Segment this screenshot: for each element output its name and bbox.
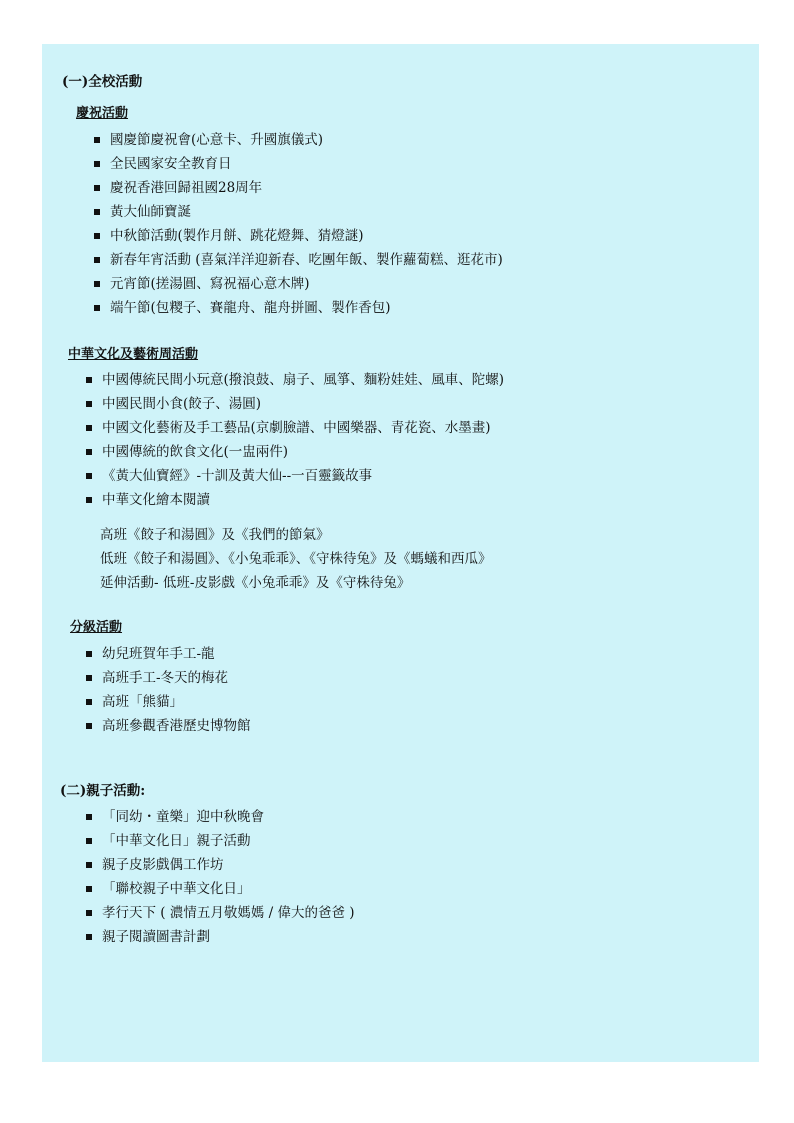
square-bullet-icon [86, 862, 92, 868]
section1-heading: (一)全校活動 [62, 74, 143, 90]
reading-line-1: 高班《餃子和湯圓》及《我們的節氣》 [100, 527, 330, 543]
grade-item [0, 694, 794, 710]
square-bullet-icon [94, 233, 100, 239]
square-bullet-icon [94, 209, 100, 215]
culture-item-text: 中華文化繪本閱讀 [102, 492, 210, 508]
grade-item [0, 646, 794, 662]
culture-item [0, 372, 794, 388]
square-bullet-icon [86, 910, 92, 916]
reading-line-2: 低班《餃子和湯圓》、《小兔乖乖》、《守株待兔》及《螞蟻和西瓜》 [100, 551, 492, 567]
grade-title: 分級活動 [70, 620, 123, 635]
square-bullet-icon [94, 257, 100, 263]
square-bullet-icon [86, 934, 92, 940]
celebration-item-text: 中秋節活動(製作月餅、跳花燈舞、猜燈謎) [110, 228, 364, 244]
parent-activity-item-text: 親子閱讀圖書計劃 [102, 929, 210, 945]
square-bullet-icon [86, 699, 92, 705]
culture-item [0, 492, 794, 508]
square-bullet-icon [94, 305, 100, 311]
grade-item [0, 718, 794, 734]
celebration-item [0, 156, 794, 172]
culture-title: 中華文化及藝術周活動 [68, 347, 199, 362]
parent-activity-item-text: 「中華文化日」親子活動 [102, 833, 251, 849]
celebration-item-text: 全民國家安全教育日 [110, 156, 232, 172]
square-bullet-icon [86, 675, 92, 681]
square-bullet-icon [94, 137, 100, 143]
culture-item-text: 中國文化藝術及手工藝品(京劇臉譜、中國樂器、青花瓷、水墨畫) [102, 420, 491, 436]
parent-activity-item-text: 孝行天下 ( 濃情五月敬媽媽 / 偉大的爸爸 ) [102, 905, 355, 921]
parent-activity-item [0, 809, 794, 825]
celebration-item-text: 新春年宵活動 (喜氣洋洋迎新春、吃團年飯、製作蘿蔔糕、逛花市) [110, 252, 503, 268]
parent-activity-item-text: 親子皮影戲偶工作坊 [102, 857, 224, 873]
culture-item-text: 中國傳統民間小玩意(撥浪鼓、扇子、風箏、麵粉娃娃、風車、陀螺) [102, 372, 505, 388]
celebration-item [0, 252, 794, 268]
reading-line-3: 延伸活動- 低班-皮影戲《小兔乖乖》及《守株待兔》 [100, 575, 411, 591]
square-bullet-icon [86, 814, 92, 820]
parent-activity-item [0, 929, 794, 945]
culture-item-text: 中國傳統的飲食文化(一盅兩件) [102, 444, 289, 460]
square-bullet-icon [94, 161, 100, 167]
celebration-item [0, 276, 794, 292]
culture-item [0, 420, 794, 436]
square-bullet-icon [86, 723, 92, 729]
celebration-item-text: 黃大仙師寶誕 [110, 204, 191, 220]
parent-activity-item [0, 857, 794, 873]
celebration-item-text: 端午節(包糭子、賽龍舟、龍舟拼圖、製作香包) [110, 300, 391, 316]
parent-activity-item [0, 833, 794, 849]
grade-item-text: 高班「熊貓」 [102, 694, 183, 710]
culture-item [0, 468, 794, 484]
celebration-item [0, 132, 794, 148]
grade-item-text: 幼兒班賀年手工-龍 [102, 646, 215, 662]
parent-activity-item [0, 881, 794, 897]
grade-item [0, 670, 794, 686]
square-bullet-icon [86, 651, 92, 657]
square-bullet-icon [94, 281, 100, 287]
culture-item [0, 396, 794, 412]
square-bullet-icon [86, 886, 92, 892]
celebration-item-text: 元宵節(搓湯圓、寫祝福心意木牌) [110, 276, 310, 292]
celebration-title: 慶祝活動 [76, 106, 129, 121]
square-bullet-icon [86, 473, 92, 479]
square-bullet-icon [86, 377, 92, 383]
square-bullet-icon [94, 185, 100, 191]
section2-heading: (二)親子活動: [60, 783, 146, 799]
celebration-item [0, 204, 794, 220]
square-bullet-icon [86, 497, 92, 503]
parent-activity-item [0, 905, 794, 921]
parent-activity-item-text: 「同幼・童樂」迎中秋晚會 [102, 809, 264, 825]
square-bullet-icon [86, 401, 92, 407]
celebration-item-text: 國慶節慶祝會(心意卡、升國旗儀式) [110, 132, 324, 148]
grade-item-text: 高班手工-冬天的梅花 [102, 670, 229, 686]
parent-activity-item-text: 「聯校親子中華文化日」 [102, 881, 251, 897]
celebration-item [0, 228, 794, 244]
square-bullet-icon [86, 838, 92, 844]
grade-item-text: 高班參觀香港歷史博物館 [102, 718, 251, 734]
celebration-item [0, 180, 794, 196]
celebration-item [0, 300, 794, 316]
square-bullet-icon [86, 449, 92, 455]
celebration-item-text: 慶祝香港回歸祖國28周年 [110, 180, 263, 196]
square-bullet-icon [86, 425, 92, 431]
culture-item-text: 中國民間小食(餃子、湯圓) [102, 396, 262, 412]
culture-item [0, 444, 794, 460]
culture-item-text: 《黃大仙寶經》-十訓及黃大仙--一百靈籤故事 [102, 468, 373, 484]
